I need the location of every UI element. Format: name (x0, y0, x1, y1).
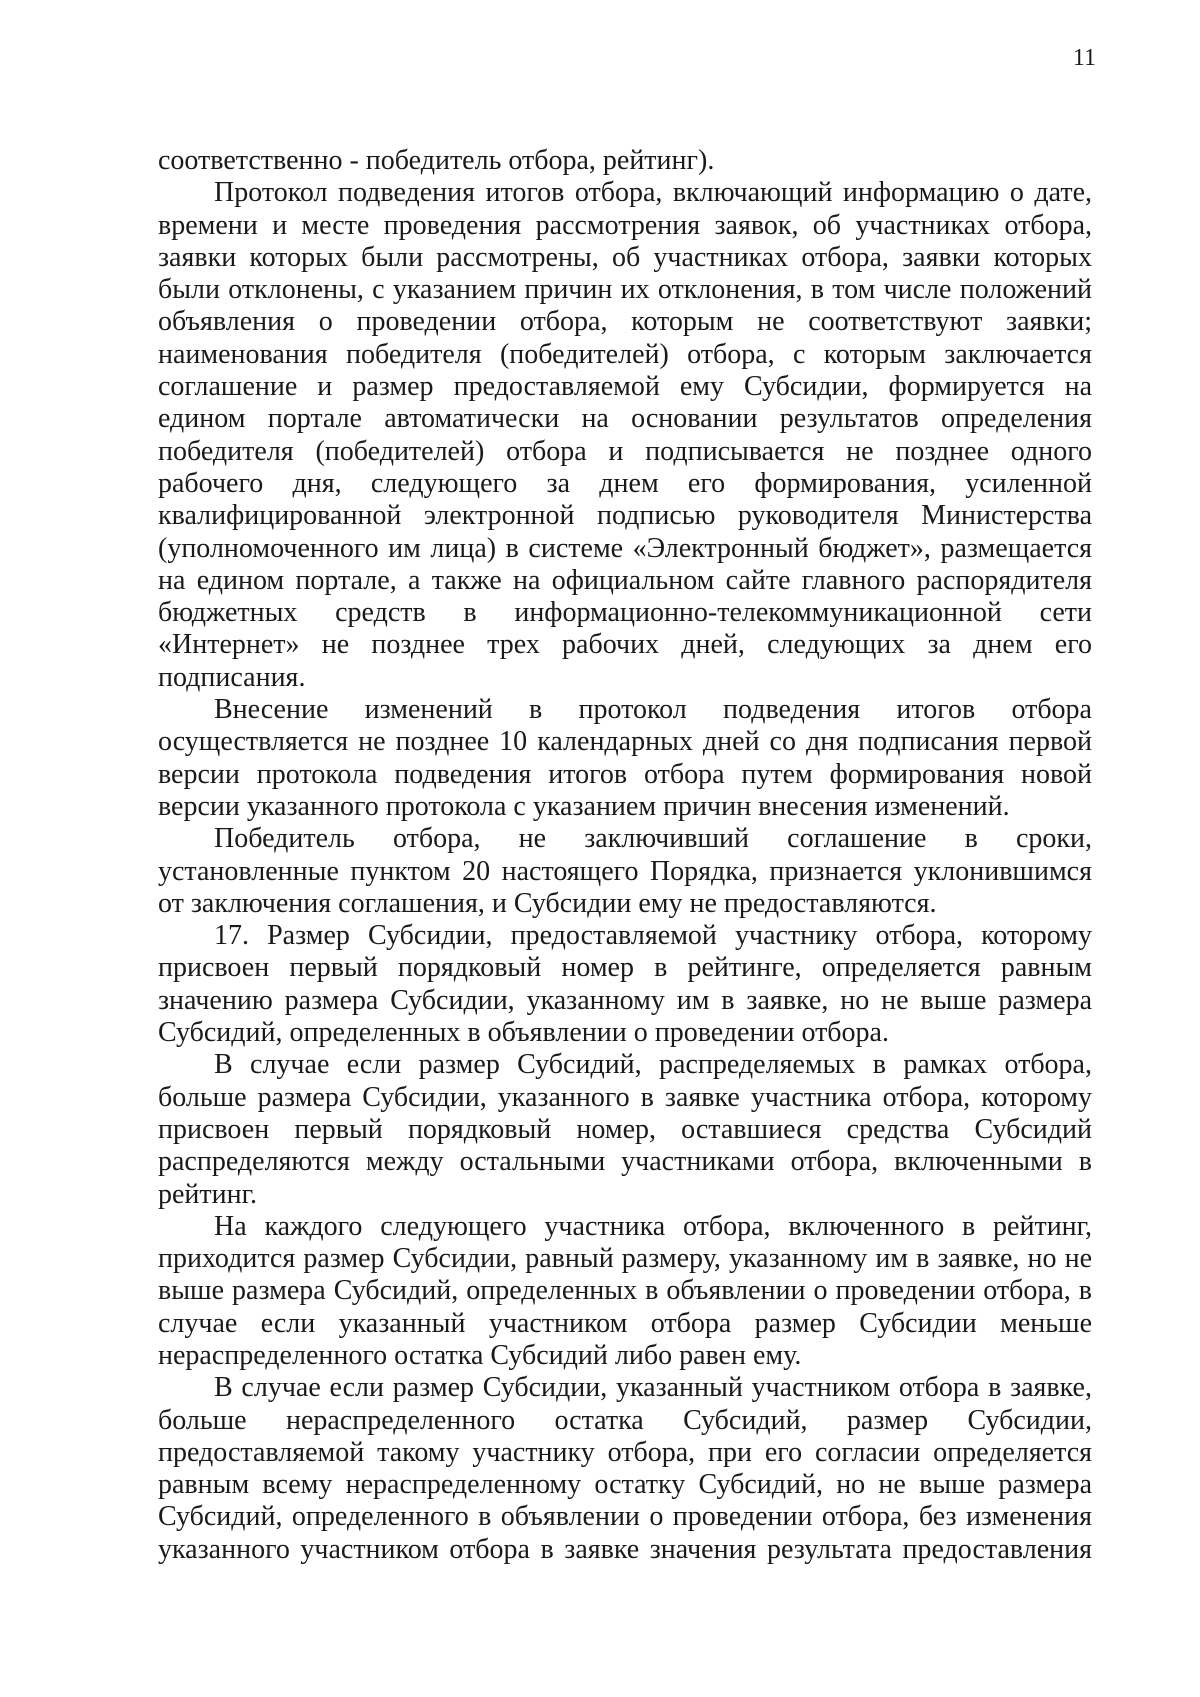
paragraph-exceeds-remainder: В случае если размер Субсидии, указанный участником отбора в заявке, больше нераспределенного остатка Субсидий, размер Субсидии, предоставляемой такому участнику отбора, при его согласии определяется равным всему нераспределенному остатку Субсидий, но не выше размера Субсидий, определенного в объявлении о проведении отбора, без изменения указанного участником отбора в заявке значения результата предоставления (158, 1372, 1092, 1565)
paragraph-continuation: соответственно - победитель отбора, рейтинг). (158, 145, 715, 176)
page-number: 11 (1072, 45, 1096, 71)
paragraph-next-participant: На каждого следующего участника отбора, включенного в рейтинг, приходится размер Субсидии, равный размеру, указанному им в заявке, но не выше размера Субсидий, определенных в объявлении о проведении отбора, в случае если указанный участником отбора размер Субсидии меньше нераспределенного остатка Субсидий либо равен ему. (158, 1210, 1092, 1371)
paragraph-remaining-funds: В случае если размер Субсидий, распределяемых в рамках отбора, больше размера Субсидии, указанного в заявке участника отбора, которому присвоен первый порядковый номер, оставшиеся средства Субсидий распределяются между остальными участниками отбора, включенными в рейтинг. (158, 1049, 1092, 1210)
paragraph-protocol-changes: Внесение изменений в протокол подведения итогов отбора осуществляется не позднее 10 календарных дней со дня подписания первой версии протокола подведения итогов отбора путем формирования новой версии указанного протокола с указанием причин внесения изменений. (158, 694, 1092, 822)
paragraph-winner-declined: Победитель отбора, не заключивший соглашение в сроки, установленные пунктом 20 настоящего Порядка, признается уклонившимся от заключения соглашения, и Субсидии ему не предоставляются. (158, 823, 1092, 919)
paragraph-protocol: Протокол подведения итогов отбора, включающий информацию о дате, времени и месте проведения рассмотрения заявок, об участниках отбора, заявки которых были рассмотрены, об участниках отбора, заявки которых были отклонены, с указанием причин их отклонения, в том числе положений объявления о проведении отбора, которым не соответствуют заявки; наименования победителя (победителей) отбора, с которым заключается соглашение и размер предоставляемой ему Субсидии, формируется на едином портале автоматически на основании результатов определения победителя (победителей) отбора и подписывается не позднее одного рабочего дня, следующего за днем его формирования, усиленной квалифицированной электронной подписью руководителя Министерства (уполномоченного им лица) в системе «Электронный бюджет», размещается на едином портале, а также на официальном сайте главного распорядителя бюджетных средств в информационно-телекоммуникационной сети «Интернет» не позднее трех рабочих дней, следующих за днем его подписания. (158, 177, 1092, 693)
paragraph-item-17: 17. Размер Субсидии, предоставляемой участнику отбора, которому присвоен первый порядковый номер в рейтинге, определяется равным значению размера Субсидии, указанному им в заявке, но не выше размера Субсидий, определенных в объявлении о проведении отбора. (158, 920, 1092, 1049)
document-body (158, 145, 1092, 1566)
